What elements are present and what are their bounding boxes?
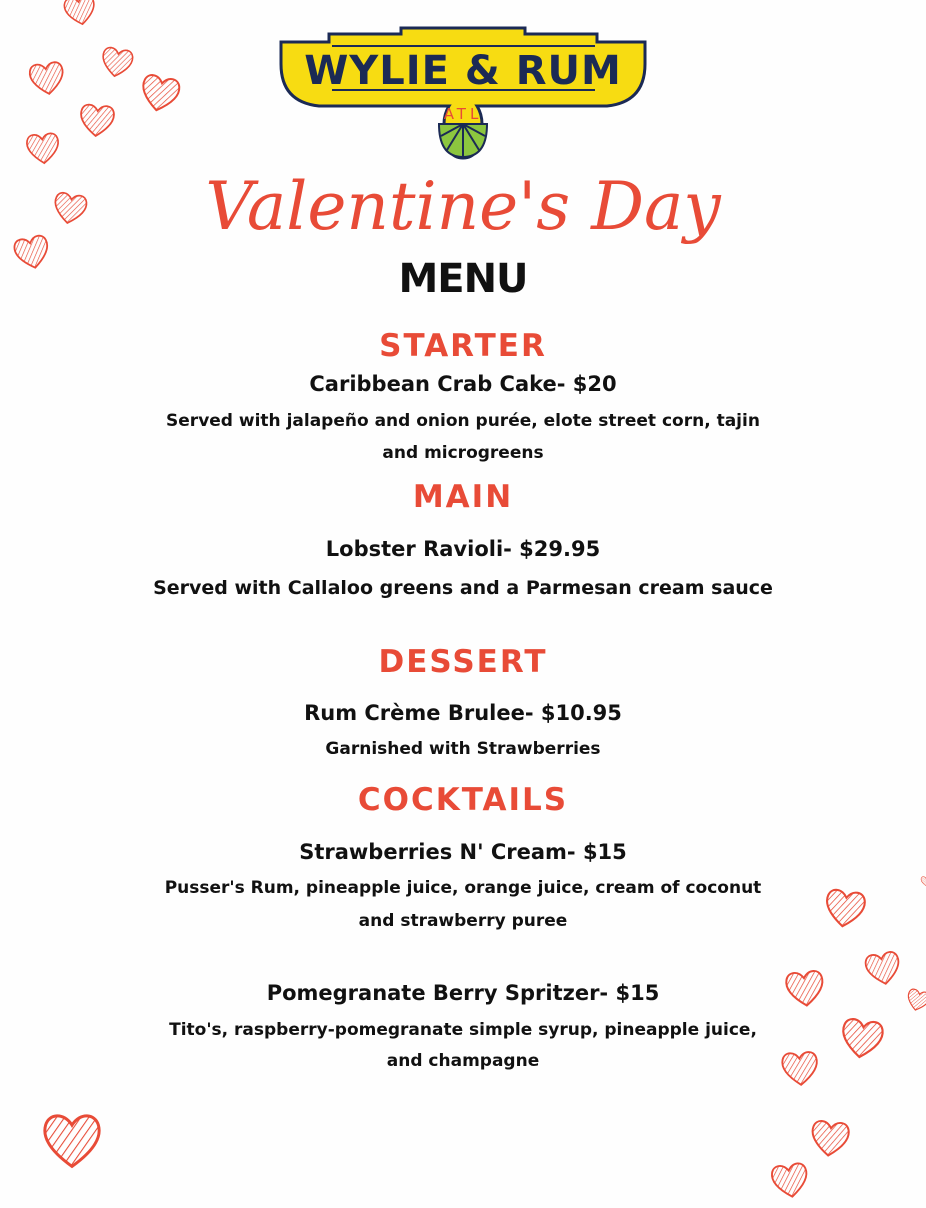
heart-icon [39, 1107, 105, 1173]
heart-icon [781, 964, 829, 1012]
menu-item-name: Strawberries N' Cream- $15 [299, 840, 627, 864]
heart-icon [778, 1046, 823, 1091]
svg-text:ATL: ATL [443, 105, 483, 123]
section-heading-dessert: DESSERT [378, 644, 548, 680]
menu-item-desc: Served with Callaloo greens and a Parmesan cream sauce [153, 577, 773, 599]
heart-icon [8, 228, 55, 275]
valentines-day-title: Valentine's Day [205, 168, 721, 245]
heart-icon [59, 0, 101, 31]
heart-icon [22, 127, 63, 168]
menu-item-desc: Tito's, raspberry-pomegranate simple syrup, pineapple juice, [169, 1020, 757, 1040]
heart-icon [766, 1156, 813, 1203]
menu-item-name: Pomegranate Berry Spritzer- $15 [266, 981, 660, 1005]
heart-icon [819, 882, 871, 934]
svg-text:WYLIE & RUM: WYLIE & RUM [304, 48, 622, 94]
section-heading-main: MAIN [412, 479, 514, 515]
menu-item-desc: Garnished with Strawberries [325, 739, 601, 759]
menu-item-name: Lobster Ravioli- $29.95 [325, 537, 601, 561]
heart-icon [96, 41, 138, 83]
menu-item-name: Caribbean Crab Cake- $20 [309, 372, 617, 396]
menu-item-desc: Served with jalapeño and onion purée, elote street corn, tajin [166, 411, 760, 431]
wylie-and-rum-logo [277, 24, 649, 162]
menu-item-desc: and strawberry puree [358, 911, 568, 931]
heart-icon [835, 1011, 889, 1065]
heart-icon [24, 55, 69, 100]
menu-item-desc: Pusser's Rum, pineapple juice, orange juice, cream of coconut [164, 878, 762, 898]
section-heading-starter: STARTER [379, 328, 547, 364]
menu-item-desc: and microgreens [382, 443, 544, 463]
menu-item-name: Rum Crème Brulee- $10.95 [304, 701, 622, 725]
heart-icon [806, 1114, 854, 1162]
heart-icon [860, 945, 906, 991]
heart-icon [920, 872, 926, 884]
menu-item-desc: and champagne [386, 1051, 540, 1071]
heart-icon [134, 67, 186, 119]
heart-icon [75, 98, 118, 141]
menu-subtitle: MENU [398, 256, 528, 302]
heart-icon [48, 186, 92, 230]
section-heading-cocktails: COCKTAILS [357, 782, 569, 818]
